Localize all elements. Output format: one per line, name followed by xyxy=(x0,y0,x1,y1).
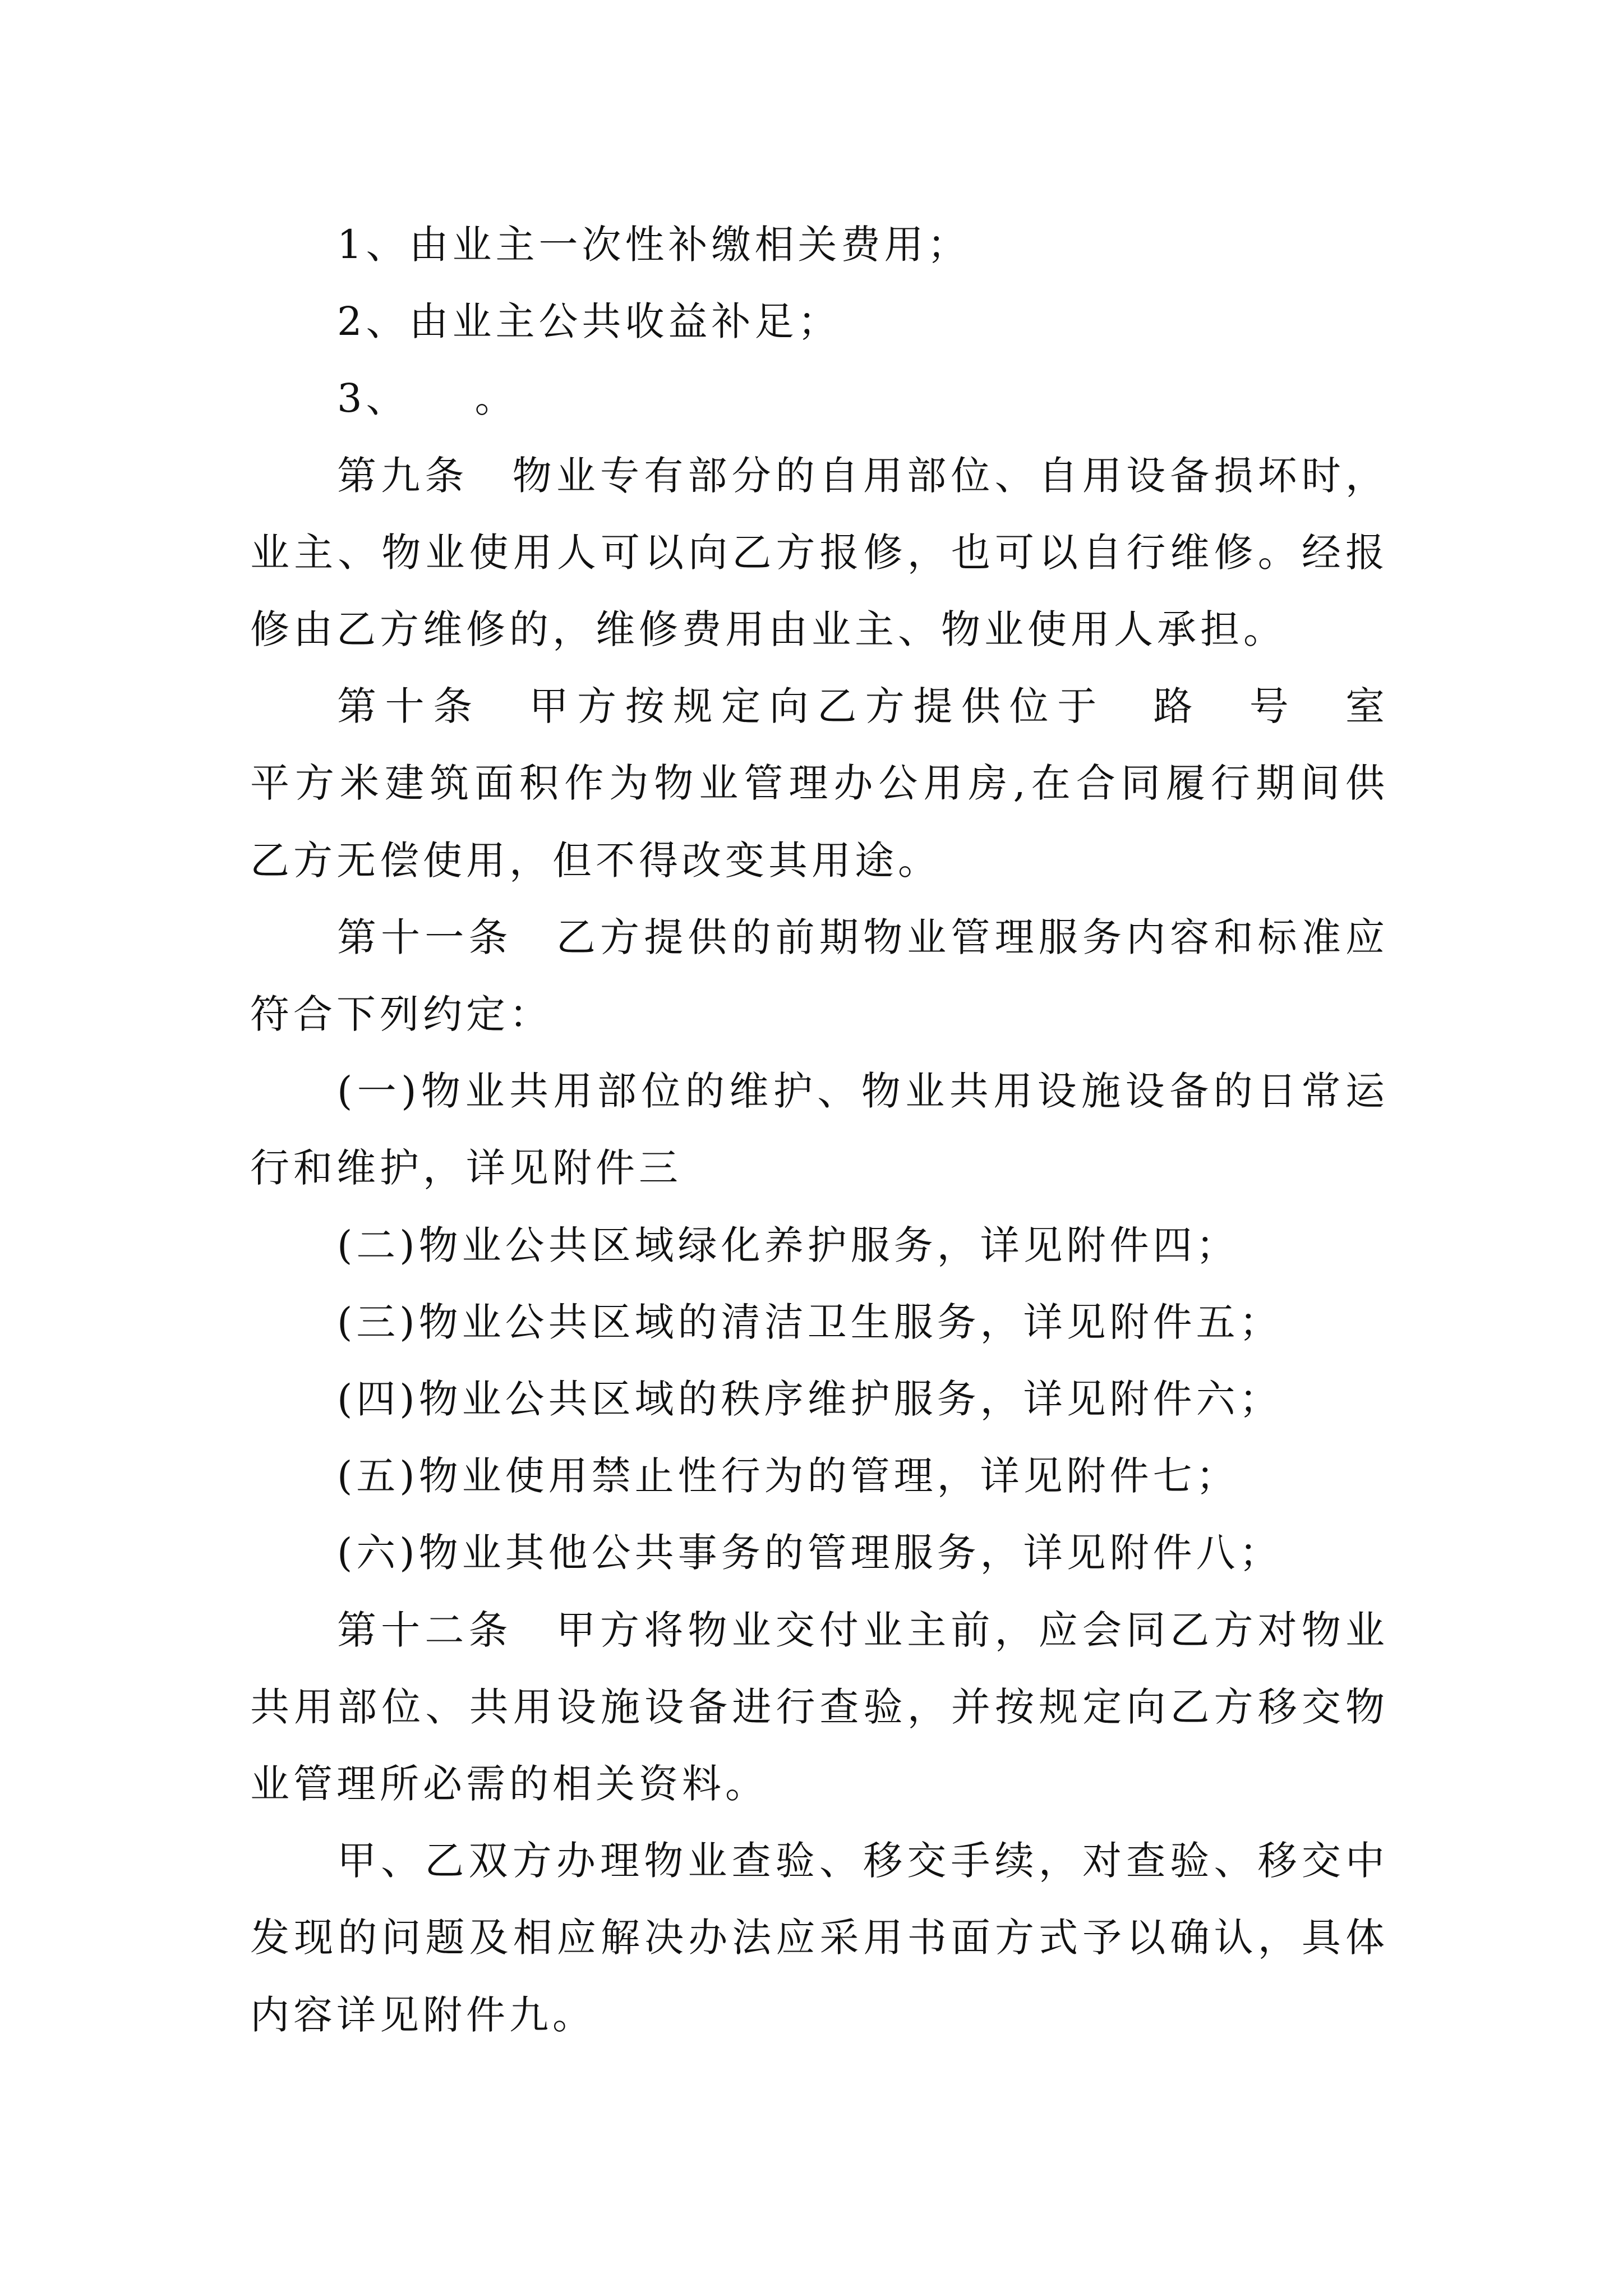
document-body xyxy=(250,206,1475,2054)
article-12: 第十二条 甲方将物业交付业主前，应会同乙方对物业共用部位、共用设施设备进行查验，并按规定向乙方移交物业管理所必需的相关资料。 xyxy=(250,1607,1389,1807)
paragraph-2: 2、由业主公共收益补足； xyxy=(337,298,841,345)
article-11-item-2: (二)物业公共区域绿化养护服务，详见附件四； xyxy=(337,1222,1239,1268)
paragraph-3: 3、 。 xyxy=(337,375,518,422)
article-11-item-4: (四)物业公共区域的秩序维护服务，详见附件六； xyxy=(337,1376,1283,1423)
article-11-item-6: (六)物业其他公共事务的管理服务，详见附件八； xyxy=(337,1530,1283,1576)
article-11: 第十一条 乙方提供的前期物业管理服务内容和标准应符合下列约定： xyxy=(250,914,1389,1038)
article-9: 第九条 物业专有部分的自用部位、自用设备损坏时，业主、物业使用人可以向乙方报修，也可以自行维修。经报修由乙方维修的，维修费用由业主、物业使用人承担。 xyxy=(250,452,1389,653)
paragraph-1: 1、由业主一次性补缴相关费用； xyxy=(337,222,971,268)
article-11-item-5: (五)物业使用禁止性行为的管理，详见附件七； xyxy=(337,1453,1239,1499)
article-11-item-1: (一)物业共用部位的维护、物业共用设施设备的日常运行和维护，详见附件三 xyxy=(250,1068,1389,1191)
article-12-paragraph-2: 甲、乙双方办理物业查验、移交手续，对查验、移交中发现的问题及相应解决办法应采用书面方式予以确认，具体内容详见附件九。 xyxy=(250,1838,1389,2038)
article-11-item-3: (三)物业公共区域的清洁卫生服务，详见附件五； xyxy=(337,1299,1283,1345)
article-10: 第十条 甲方按规定向乙方提供位于 路 号 室 平方米建筑面积作为物业管理办公用房,在合同履行期间供乙方无偿使用，但不得改变其用途。 xyxy=(250,683,1475,884)
